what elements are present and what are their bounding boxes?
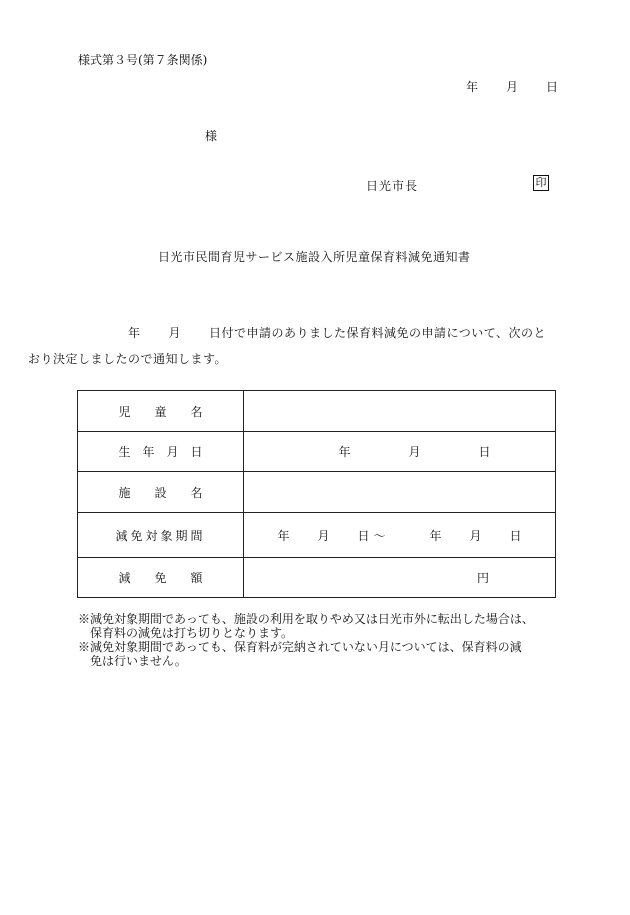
note-1: [78, 612, 558, 640]
body-line2: おり決定しましたので通知します。: [28, 352, 228, 366]
table-row: [78, 391, 556, 432]
row-label-facility-name: 施 設 名: [78, 472, 244, 513]
document-title: 日光市民間育児サービス施設入所児童保育料減免通知書: [158, 250, 471, 264]
date-month: 月: [506, 80, 519, 94]
note-2-line2: 免は行いません。: [90, 654, 187, 668]
birthdate-field[interactable]: [244, 432, 556, 472]
date-day: 日: [546, 80, 559, 94]
seal-mark: 印: [533, 175, 549, 191]
addressee-suffix: 様: [205, 129, 218, 143]
table-row: [78, 472, 556, 513]
note-1-line1: ※減免対象期間であっても、施設の利用を取りやめ又は日光市外に転出した場合は、: [78, 612, 534, 626]
note-2-line1: ※減免対象期間であっても、保育料が完納されていない月については、保育料の減: [78, 640, 522, 654]
body-month: 月: [168, 326, 182, 340]
period-tilde: 〜: [373, 528, 386, 543]
child-name-field[interactable]: [244, 391, 556, 432]
date-year: 年: [466, 80, 479, 94]
birth-year: 年: [338, 445, 351, 459]
sender-name: 日光市長: [366, 179, 419, 193]
period-to-month: 月: [469, 528, 482, 543]
body-line1: 日付で申請のありました保育料減免の申請について、次のと: [209, 326, 547, 340]
table-row: [78, 432, 556, 472]
row-label-child-name: 児 童 名: [78, 391, 244, 432]
note-1-line2: 保育料の減免は打ち切りとなります。: [90, 626, 294, 640]
period-to-day: 日: [509, 528, 522, 543]
period-from-month: 月: [317, 528, 330, 543]
row-label-reduction-period: 減免対象期間: [78, 513, 244, 558]
note-2: [78, 640, 558, 668]
period-to-year: 年: [429, 528, 442, 543]
row-label-reduction-amount: 減 免 額: [78, 558, 244, 598]
facility-name-field[interactable]: [244, 472, 556, 513]
table-row: [78, 513, 556, 558]
birth-day: 日: [478, 445, 491, 459]
form-number: 様式第３号(第７条関係): [78, 53, 208, 67]
info-table: [77, 390, 556, 598]
reduction-amount-field[interactable]: [244, 558, 556, 598]
reduction-period-field[interactable]: [244, 513, 556, 558]
birth-month: 月: [408, 445, 421, 459]
period-from-year: 年: [277, 528, 290, 543]
amount-unit: 円: [476, 571, 489, 585]
row-label-birthdate: 生 年 月 日: [78, 432, 244, 472]
period-from-day: 日: [357, 528, 370, 543]
table-row: [78, 558, 556, 598]
body-paragraph: [28, 320, 556, 372]
body-year: 年: [128, 326, 141, 340]
issue-date: [466, 79, 558, 95]
